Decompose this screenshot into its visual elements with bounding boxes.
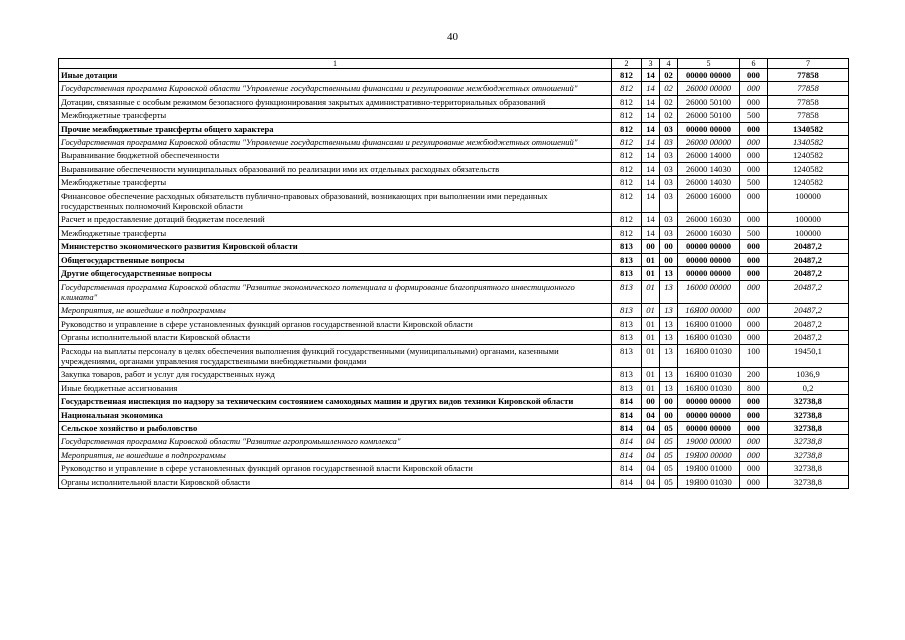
row-name-cell: Национальная экономика — [59, 408, 612, 421]
row-subsection-code: 13 — [660, 304, 678, 317]
table-row — [59, 381, 849, 394]
row-ministry-code: 814 — [612, 448, 642, 461]
row-name-cell: Государственная инспекция по надзору за техническим состоянием самоходных машин и других видов техники Кировской области — [59, 395, 612, 408]
row-expense-type: 000 — [740, 408, 768, 421]
row-section-code: 04 — [642, 475, 660, 488]
row-subsection-code: 05 — [660, 462, 678, 475]
row-expense-type: 100 — [740, 344, 768, 368]
row-name-cell: Закупка товаров, работ и услуг для государственных нужд — [59, 368, 612, 381]
row-section-code: 01 — [642, 344, 660, 368]
table-row — [59, 253, 849, 266]
row-amount: 32738,8 — [768, 395, 849, 408]
row-target-article: 26000 14030 — [678, 162, 740, 175]
row-expense-type: 000 — [740, 317, 768, 330]
table-row — [59, 95, 849, 108]
table-row — [59, 82, 849, 95]
row-amount: 32738,8 — [768, 448, 849, 461]
row-ministry-code: 814 — [612, 475, 642, 488]
row-ministry-code: 812 — [612, 69, 642, 82]
row-section-code: 01 — [642, 267, 660, 280]
table-row — [59, 408, 849, 421]
row-amount: 20487,2 — [768, 317, 849, 330]
table-row — [59, 331, 849, 344]
table-row — [59, 368, 849, 381]
row-section-code: 14 — [642, 213, 660, 226]
row-ministry-code: 814 — [612, 421, 642, 434]
row-amount: 32738,8 — [768, 475, 849, 488]
row-ministry-code: 813 — [612, 317, 642, 330]
row-subsection-code: 00 — [660, 253, 678, 266]
row-ministry-code: 814 — [612, 408, 642, 421]
row-name-cell: Межбюджетные трансферты — [59, 176, 612, 189]
row-target-article: 26000 16000 — [678, 189, 740, 213]
row-amount: 20487,2 — [768, 253, 849, 266]
row-ministry-code: 813 — [612, 368, 642, 381]
row-subsection-code: 13 — [660, 317, 678, 330]
row-target-article: 19Я00 01000 — [678, 462, 740, 475]
row-section-code: 00 — [642, 395, 660, 408]
row-ministry-code: 813 — [612, 304, 642, 317]
row-subsection-code: 02 — [660, 109, 678, 122]
row-amount: 20487,2 — [768, 304, 849, 317]
row-subsection-code: 05 — [660, 448, 678, 461]
row-amount: 20487,2 — [768, 280, 849, 304]
table-row — [59, 267, 849, 280]
table-row — [59, 226, 849, 239]
row-subsection-code: 00 — [660, 408, 678, 421]
row-subsection-code: 05 — [660, 421, 678, 434]
row-subsection-code: 00 — [660, 240, 678, 253]
row-subsection-code: 13 — [660, 331, 678, 344]
row-name-cell: Руководство и управление в сфере установленных функций органов государственной власти Кировской области — [59, 317, 612, 330]
row-expense-type: 000 — [740, 395, 768, 408]
header-cell-ministry: 2 — [612, 59, 642, 69]
row-target-article: 26000 14000 — [678, 149, 740, 162]
row-section-code: 14 — [642, 136, 660, 149]
row-expense-type: 000 — [740, 69, 768, 82]
row-amount: 20487,2 — [768, 267, 849, 280]
row-expense-type: 000 — [740, 213, 768, 226]
row-amount: 77858 — [768, 95, 849, 108]
table-row — [59, 317, 849, 330]
table-row — [59, 462, 849, 475]
row-target-article: 00000 00000 — [678, 122, 740, 135]
row-ministry-code: 814 — [612, 435, 642, 448]
budget-table — [58, 58, 849, 489]
row-subsection-code: 03 — [660, 176, 678, 189]
row-ministry-code: 813 — [612, 381, 642, 394]
row-ministry-code: 812 — [612, 149, 642, 162]
header-cell-expense-type: 6 — [740, 59, 768, 69]
row-section-code: 01 — [642, 317, 660, 330]
row-amount: 1036,9 — [768, 368, 849, 381]
row-ministry-code: 812 — [612, 213, 642, 226]
table-row — [59, 344, 849, 368]
row-section-code: 01 — [642, 368, 660, 381]
row-target-article: 26000 50100 — [678, 95, 740, 108]
row-target-article: 16Я00 01030 — [678, 368, 740, 381]
header-cell-subsection: 4 — [660, 59, 678, 69]
row-subsection-code: 02 — [660, 95, 678, 108]
row-target-article: 00000 00000 — [678, 240, 740, 253]
row-expense-type: 000 — [740, 82, 768, 95]
table-row — [59, 162, 849, 175]
row-target-article: 16Я00 01000 — [678, 317, 740, 330]
row-expense-type: 000 — [740, 95, 768, 108]
row-section-code: 01 — [642, 280, 660, 304]
row-name-cell: Прочие межбюджетные трансферты общего характера — [59, 122, 612, 135]
header-cell-amount: 7 — [768, 59, 849, 69]
row-name-cell: Государственная программа Кировской области "Развитие агропромышленного комплекса" — [59, 435, 612, 448]
row-subsection-code: 03 — [660, 136, 678, 149]
row-section-code: 14 — [642, 109, 660, 122]
table-row — [59, 122, 849, 135]
row-expense-type: 500 — [740, 109, 768, 122]
row-subsection-code: 00 — [660, 395, 678, 408]
row-ministry-code: 814 — [612, 395, 642, 408]
row-subsection-code: 13 — [660, 280, 678, 304]
row-expense-type: 000 — [740, 280, 768, 304]
row-amount: 77858 — [768, 82, 849, 95]
row-name-cell: Мероприятия, не вошедшие в подпрограммы — [59, 448, 612, 461]
row-section-code: 14 — [642, 82, 660, 95]
row-name-cell: Мероприятия, не вошедшие в подпрограммы — [59, 304, 612, 317]
row-section-code: 14 — [642, 226, 660, 239]
row-name-cell: Органы исполнительной власти Кировской области — [59, 331, 612, 344]
row-section-code: 01 — [642, 253, 660, 266]
row-target-article: 26000 16030 — [678, 213, 740, 226]
row-ministry-code: 812 — [612, 122, 642, 135]
header-cell-target-article: 5 — [678, 59, 740, 69]
row-amount: 77858 — [768, 69, 849, 82]
row-subsection-code: 13 — [660, 381, 678, 394]
row-section-code: 00 — [642, 240, 660, 253]
table-row — [59, 109, 849, 122]
row-target-article: 26000 50100 — [678, 109, 740, 122]
row-amount: 100000 — [768, 189, 849, 213]
row-subsection-code: 13 — [660, 344, 678, 368]
row-target-article: 16Я00 00000 — [678, 304, 740, 317]
row-section-code: 01 — [642, 304, 660, 317]
row-name-cell: Межбюджетные трансферты — [59, 109, 612, 122]
row-amount: 20487,2 — [768, 331, 849, 344]
row-section-code: 04 — [642, 408, 660, 421]
row-name-cell: Расходы на выплаты персоналу в целях обеспечения выполнения функций государственными (муниципальными) органами, казенными учреждениями, органами управления государственными внебюджетными фондами — [59, 344, 612, 368]
row-name-cell: Министерство экономического развития Кировской области — [59, 240, 612, 253]
row-subsection-code: 03 — [660, 162, 678, 175]
table-row — [59, 149, 849, 162]
row-target-article: 16Я00 01030 — [678, 381, 740, 394]
row-subsection-code: 03 — [660, 226, 678, 239]
row-expense-type: 000 — [740, 267, 768, 280]
row-expense-type: 800 — [740, 381, 768, 394]
row-target-article: 00000 00000 — [678, 408, 740, 421]
row-name-cell: Иные бюджетные ассигнования — [59, 381, 612, 394]
row-expense-type: 000 — [740, 162, 768, 175]
row-name-cell: Расчет и предоставление дотаций бюджетам поселений — [59, 213, 612, 226]
row-subsection-code: 03 — [660, 189, 678, 213]
row-target-article: 16Я00 01030 — [678, 344, 740, 368]
row-ministry-code: 813 — [612, 331, 642, 344]
row-amount: 77858 — [768, 109, 849, 122]
row-subsection-code: 02 — [660, 82, 678, 95]
row-section-code: 01 — [642, 381, 660, 394]
row-section-code: 01 — [642, 331, 660, 344]
row-section-code: 04 — [642, 448, 660, 461]
row-amount: 1240582 — [768, 149, 849, 162]
row-expense-type: 000 — [740, 304, 768, 317]
row-amount: 100000 — [768, 213, 849, 226]
row-target-article: 16Я00 01030 — [678, 331, 740, 344]
page-number: 40 — [447, 31, 458, 43]
row-expense-type: 000 — [740, 435, 768, 448]
row-ministry-code: 814 — [612, 462, 642, 475]
header-cell-section: 3 — [642, 59, 660, 69]
row-amount: 1340582 — [768, 122, 849, 135]
row-expense-type: 500 — [740, 176, 768, 189]
row-ministry-code: 813 — [612, 344, 642, 368]
row-target-article: 26000 00000 — [678, 136, 740, 149]
row-ministry-code: 812 — [612, 189, 642, 213]
row-ministry-code: 813 — [612, 240, 642, 253]
row-ministry-code: 813 — [612, 253, 642, 266]
row-amount: 100000 — [768, 226, 849, 239]
row-amount: 0,2 — [768, 381, 849, 394]
row-ministry-code: 812 — [612, 109, 642, 122]
row-target-article: 00000 00000 — [678, 395, 740, 408]
row-expense-type: 000 — [740, 421, 768, 434]
row-amount: 32738,8 — [768, 421, 849, 434]
row-subsection-code: 05 — [660, 435, 678, 448]
row-amount: 32738,8 — [768, 435, 849, 448]
table-row — [59, 475, 849, 488]
row-ministry-code: 812 — [612, 226, 642, 239]
row-name-cell: Дотации, связанные с особым режимом безопасного функционирования закрытых административно-территориальных образований — [59, 95, 612, 108]
row-ministry-code: 812 — [612, 162, 642, 175]
table-row — [59, 240, 849, 253]
row-name-cell: Руководство и управление в сфере установленных функций органов государственной власти Кировской области — [59, 462, 612, 475]
row-name-cell: Общегосударственные вопросы — [59, 253, 612, 266]
row-amount: 1240582 — [768, 176, 849, 189]
row-expense-type: 000 — [740, 448, 768, 461]
table-row — [59, 213, 849, 226]
row-amount: 19450,1 — [768, 344, 849, 368]
row-expense-type: 200 — [740, 368, 768, 381]
row-expense-type: 000 — [740, 331, 768, 344]
row-section-code: 14 — [642, 176, 660, 189]
table-row — [59, 176, 849, 189]
row-target-article: 16000 00000 — [678, 280, 740, 304]
row-name-cell: Финансовое обеспечение расходных обязательств публично-правовых образований, возникающих при выполнении ими переданных государственных полномочий Кировской области — [59, 189, 612, 213]
row-name-cell: Иные дотации — [59, 69, 612, 82]
row-amount: 1340582 — [768, 136, 849, 149]
row-target-article: 26000 14030 — [678, 176, 740, 189]
row-target-article: 26000 00000 — [678, 82, 740, 95]
row-target-article: 26000 16030 — [678, 226, 740, 239]
row-section-code: 14 — [642, 69, 660, 82]
row-ministry-code: 812 — [612, 176, 642, 189]
row-ministry-code: 812 — [612, 82, 642, 95]
row-expense-type: 000 — [740, 475, 768, 488]
row-expense-type: 000 — [740, 122, 768, 135]
row-section-code: 14 — [642, 149, 660, 162]
row-target-article: 19000 00000 — [678, 435, 740, 448]
row-section-code: 14 — [642, 162, 660, 175]
row-expense-type: 000 — [740, 253, 768, 266]
row-section-code: 04 — [642, 462, 660, 475]
row-expense-type: 000 — [740, 240, 768, 253]
row-expense-type: 000 — [740, 136, 768, 149]
budget-table-body — [59, 59, 849, 489]
row-name-cell: Выравнивание бюджетной обеспеченности — [59, 149, 612, 162]
row-expense-type: 000 — [740, 462, 768, 475]
row-expense-type: 500 — [740, 226, 768, 239]
row-ministry-code: 813 — [612, 267, 642, 280]
row-amount: 20487,2 — [768, 240, 849, 253]
row-section-code: 04 — [642, 435, 660, 448]
row-section-code: 04 — [642, 421, 660, 434]
row-name-cell: Другие общегосударственные вопросы — [59, 267, 612, 280]
table-header-row — [59, 59, 849, 69]
row-expense-type: 000 — [740, 189, 768, 213]
row-amount: 1240582 — [768, 162, 849, 175]
row-subsection-code: 05 — [660, 475, 678, 488]
row-name-cell: Межбюджетные трансферты — [59, 226, 612, 239]
row-target-article: 00000 00000 — [678, 267, 740, 280]
row-ministry-code: 812 — [612, 136, 642, 149]
row-ministry-code: 813 — [612, 280, 642, 304]
row-name-cell: Государственная программа Кировской области "Управление государственными финансами и регулирование межбюджетных отношений" — [59, 136, 612, 149]
table-row — [59, 280, 849, 304]
row-target-article: 19Я00 00000 — [678, 448, 740, 461]
header-cell-name: 1 — [59, 59, 612, 69]
row-subsection-code: 03 — [660, 213, 678, 226]
table-row — [59, 421, 849, 434]
table-row — [59, 304, 849, 317]
table-row — [59, 189, 849, 213]
table-row — [59, 69, 849, 82]
row-section-code: 14 — [642, 95, 660, 108]
row-ministry-code: 812 — [612, 95, 642, 108]
row-target-article: 00000 00000 — [678, 253, 740, 266]
row-subsection-code: 13 — [660, 267, 678, 280]
row-section-code: 14 — [642, 122, 660, 135]
row-target-article: 00000 00000 — [678, 69, 740, 82]
row-amount: 32738,8 — [768, 408, 849, 421]
row-name-cell: Выравнивание обеспеченности муниципальных образований по реализации ими их отдельных расходных обязательств — [59, 162, 612, 175]
row-expense-type: 000 — [740, 149, 768, 162]
row-target-article: 00000 00000 — [678, 421, 740, 434]
row-subsection-code: 03 — [660, 122, 678, 135]
row-name-cell: Сельское хозяйство и рыболовство — [59, 421, 612, 434]
row-target-article: 19Я00 01030 — [678, 475, 740, 488]
row-name-cell: Государственная программа Кировской области "Развитие экономического потенциала и формирование благоприятного инвестиционного климата" — [59, 280, 612, 304]
row-subsection-code: 02 — [660, 69, 678, 82]
row-name-cell: Органы исполнительной власти Кировской области — [59, 475, 612, 488]
row-subsection-code: 13 — [660, 368, 678, 381]
row-amount: 32738,8 — [768, 462, 849, 475]
table-row — [59, 395, 849, 408]
table-row — [59, 435, 849, 448]
row-subsection-code: 03 — [660, 149, 678, 162]
row-name-cell: Государственная программа Кировской области "Управление государственными финансами и регулирование межбюджетных отношений" — [59, 82, 612, 95]
table-row — [59, 448, 849, 461]
table-row — [59, 136, 849, 149]
row-section-code: 14 — [642, 189, 660, 213]
